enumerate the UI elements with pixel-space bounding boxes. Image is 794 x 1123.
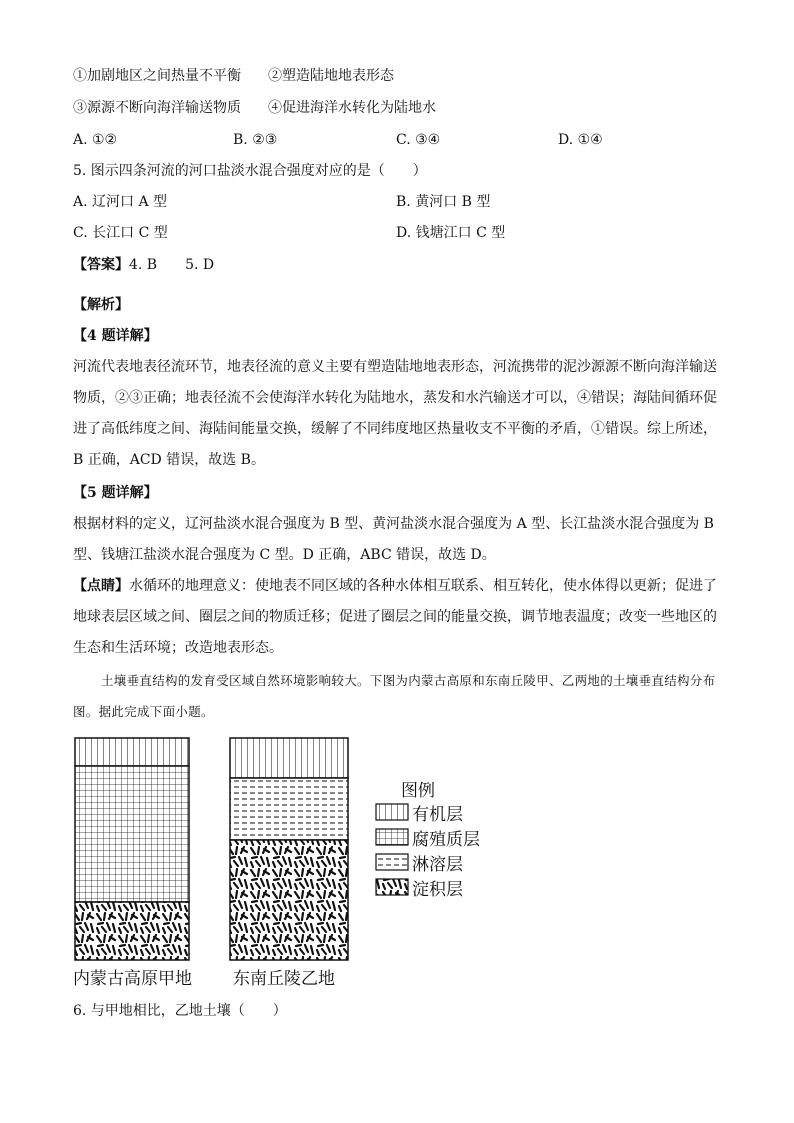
legend-title: 图例: [401, 781, 435, 801]
left-humus-layer: [75, 766, 189, 902]
left-organic-layer: [75, 738, 189, 766]
legend-label-humus: 腐殖质层: [412, 830, 480, 850]
answer-line: [73, 255, 214, 275]
option-item-1: ①加剧地区之间热量不平衡: [73, 68, 241, 84]
highlight-text: 水循环的地理意义：使地表不同区域的各种水体相互联系、相互转化，使水体得以更新；促进了地球表层区域之间、圈层之间的物质迁移；促进了圈层之间的能量交换，调节地表温度；改变一些地区的生态和生活环境；改造地表形态。: [73, 578, 717, 656]
answer-label: 【答案】: [73, 257, 129, 273]
legend-swatch-humus: [376, 829, 408, 845]
option-item-3: ③源源不断向海洋输送物质: [73, 100, 241, 116]
q5-choice-d: D. 钱塘江口 C 型: [396, 225, 506, 241]
q5-choice-c: C. 长江口 C 型: [73, 225, 168, 241]
profile-right: [230, 738, 348, 960]
highlight-para: [73, 571, 723, 664]
highlight-label: 【点睛】: [73, 578, 129, 594]
q4-choice-b: B. ②③: [233, 132, 278, 148]
right-illuvial-layer: [230, 840, 348, 960]
q5-stem: 5. 图示四条河流的河口盐淡水混合强度对应的是（ ）: [73, 163, 427, 179]
legend-label-organic: 有机层: [412, 805, 463, 825]
option-item-2: ②塑造陆地地表形态: [268, 68, 394, 84]
analysis-label: 【解析】: [73, 297, 129, 313]
q4-choice-a: A. ①②: [73, 132, 118, 148]
right-organic-layer: [230, 738, 348, 778]
soil-profile-figure: [73, 736, 493, 1000]
q4-detail-label: 【4 题详解】: [73, 328, 158, 344]
answer-text: 4. B 5. D: [129, 257, 215, 273]
option-item-4: ④促进海洋水转化为陆地水: [268, 100, 436, 116]
legend-label-illuvial: 淀积层: [412, 880, 463, 900]
legend-swatches: [376, 804, 408, 895]
caption-left: 内蒙古高原甲地: [73, 969, 192, 989]
right-eluvial-layer: [230, 778, 348, 840]
q5-choice-a: A. 辽河口 A 型: [73, 194, 168, 210]
left-illuvial-layer: [75, 902, 189, 960]
q4-choice-c: C. ③④: [396, 132, 441, 148]
q5-choice-b: B. 黄河口 B 型: [396, 194, 491, 210]
profile-left: [75, 738, 189, 960]
caption-right: 东南丘陵乙地: [233, 969, 335, 989]
intro-text: 土壤垂直结构的发育受区域自然环境影响较大。下图为内蒙古高原和东南丘陵甲、乙两地的土壤垂直结构分布图。据此完成下面小题。: [73, 673, 716, 719]
legend-swatch-illuvial: [376, 879, 408, 895]
q4-choice-d: D. ①④: [558, 132, 603, 148]
q5-detail-label: 【5 题详解】: [73, 485, 158, 501]
legend-label-eluvial: 淋溶层: [412, 855, 463, 875]
legend-swatch-organic: [376, 804, 408, 820]
q6-stem: 6. 与甲地相比，乙地土壤（ ）: [73, 1003, 287, 1019]
q4-detail-text: 河流代表地表径流环节，地表径流的意义主要有塑造陆地地表形态，河流携带的泥沙源源不断向海洋输送物质，②③正确；地表径流不会使海洋水转化为陆地水，蒸发和水汽输送才可以，④错误；海陆间循环促进了高低纬度之间、海陆间能量交换，缓解了不同纬度地区热量收支不平衡的矛盾，①错误。综上所述，B 正确，ACD 错误，故选 B。: [73, 359, 717, 468]
legend-swatch-eluvial: [376, 854, 408, 870]
q5-detail-text: 根据材料的定义，辽河盐淡水混合强度为 B 型、黄河盐淡水混合强度为 A 型、长江盐淡水混合强度为 B 型、钱塘江盐淡水混合强度为 C 型。D 正确，ABC 错误，故选 D。: [73, 516, 714, 563]
